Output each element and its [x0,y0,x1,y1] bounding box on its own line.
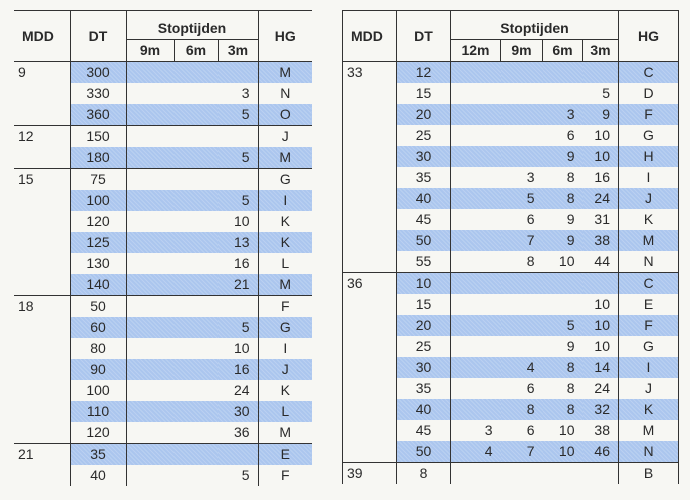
stop-s3-cell [583,273,619,295]
stop-s9-cell [126,422,174,444]
stop-s9-cell: 3 [526,169,535,185]
stop-s9-cell [126,104,174,126]
header-stoptijden-right: Stoptijden [451,11,619,40]
hg-cell: I [619,167,679,188]
dt-cell: 50 [70,296,126,318]
stop-s9-cell: 8 [501,399,543,420]
stop-s9-cell [126,401,174,422]
stop-s6-cell: 9 [543,230,583,251]
table-row [14,169,312,191]
hg-cell: M [258,62,312,84]
dt-cell: 40 [397,188,451,209]
stop-s12-cell [451,315,501,336]
stop-s9-cell [501,273,543,295]
table-row [14,296,312,318]
dt-cell: 75 [70,169,126,191]
table-row [343,62,679,84]
stop-s9-cell [501,62,543,84]
stop-s9-cell [126,465,174,486]
header-mdd-right: MDD [343,11,397,62]
stop-s9-cell [126,274,174,296]
dt-cell: 45 [397,209,451,230]
stop-s3-cell: 38 [594,422,610,438]
stop-s6-cell [543,463,583,485]
header-dt-right: DT [397,11,451,62]
dt-cell: 300 [70,62,126,84]
dt-cell: 40 [70,465,126,486]
hg-cell: G [258,169,312,191]
dt-cell: 25 [397,336,451,357]
dt-cell: 180 [70,147,126,169]
hg-cell: M [258,422,312,444]
header-3m: 3m [218,40,258,62]
stop-s12-cell [451,104,501,125]
stop-s3-cell: 10 [583,315,619,336]
dt-cell: 45 [397,420,451,441]
stop-s6-cell: 6 [566,127,575,143]
stop-s9-cell: 6 [526,380,535,396]
stop-s9-cell [126,444,174,466]
stop-s6-cell [174,126,218,148]
table-row [14,444,312,466]
stop-s9-cell: 7 [501,441,543,463]
stop-s12-cell [451,336,501,357]
header-12m: 12m [451,40,501,62]
header-6m: 6m [174,40,218,62]
mdd-cell: 39 [343,463,397,485]
stop-s3-cell: 24 [583,188,619,209]
mdd-cell: 21 [14,444,70,487]
stop-s12-cell: 3 [451,420,501,441]
stop-s9-cell: 6 [526,211,535,227]
stop-s3-cell: 16 [594,169,610,185]
stop-s6-cell [174,444,218,466]
table-row [14,62,312,84]
dt-cell: 110 [70,401,126,422]
right-table-body [343,62,679,485]
stop-s6-cell: 8 [543,357,583,378]
stop-s9-cell [126,62,174,84]
stop-s9-cell [126,190,174,211]
stop-s6-cell [543,83,583,104]
left-dive-table [14,10,312,486]
mdd-cell: 33 [343,62,397,273]
stop-s6-cell [174,359,218,380]
hg-cell: K [258,380,312,401]
mdd-cell: 12 [14,126,70,169]
header-stoptijden: Stoptijden [126,11,258,40]
stop-s9-cell [126,317,174,338]
stop-s9-cell [501,315,543,336]
dt-cell: 15 [397,294,451,315]
hg-cell: H [619,146,679,167]
hg-cell: J [258,126,312,148]
stop-s6-cell [174,317,218,338]
dt-cell: 30 [397,146,451,167]
stop-s12-cell [451,209,501,230]
stop-s3-cell: 5 [602,85,610,101]
stop-s6-cell [174,401,218,422]
stop-s3-cell: 46 [583,441,619,463]
stop-s3-cell: 32 [583,399,619,420]
dt-cell: 140 [70,274,126,296]
stop-s3-cell: 5 [241,467,250,483]
stop-s3-cell: 31 [594,211,610,227]
stop-s3-cell: 5 [218,317,258,338]
stop-s6-cell: 8 [566,380,575,396]
dt-cell: 8 [397,463,451,485]
hg-cell: L [258,253,312,274]
stop-s9-cell [501,104,543,125]
stop-s6-cell [174,83,218,104]
hg-cell: M [619,230,679,251]
stop-s6-cell [174,211,218,232]
mdd-cell: 15 [14,169,70,296]
stop-s3-cell [218,169,258,191]
stop-s9-cell [501,146,543,167]
stop-s9-cell [126,147,174,169]
hg-cell: G [258,317,312,338]
stop-s6-cell: 9 [566,211,575,227]
hg-cell: C [619,62,679,84]
stop-s3-cell: 16 [233,255,250,271]
header-9m-right: 9m [501,40,543,62]
stop-s3-cell: 10 [594,338,610,354]
stop-s12-cell [451,83,501,104]
stop-s9-cell [126,296,174,318]
stop-s3-cell [218,126,258,148]
dt-cell: 50 [397,441,451,463]
hg-cell: G [619,125,679,146]
table-row [343,273,679,295]
stop-s6-cell [174,380,218,401]
hg-cell: F [258,296,312,318]
dt-cell: 90 [70,359,126,380]
stop-s12-cell [451,62,501,84]
dt-cell: 120 [70,211,126,232]
stop-s6-cell [174,253,218,274]
stop-s9-cell [126,338,174,359]
stop-s3-cell [583,62,619,84]
stop-s12-cell [451,294,501,315]
stop-s6-cell: 10 [543,441,583,463]
stop-s9-cell [501,463,543,485]
dt-cell: 20 [397,315,451,336]
stop-s12-cell: 4 [451,441,501,463]
stop-s6-cell [543,273,583,295]
stop-s3-cell: 38 [583,230,619,251]
stop-s12-cell [451,463,501,485]
stop-s6-cell: 9 [543,146,583,167]
hg-cell: N [258,83,312,104]
stop-s3-cell [218,62,258,84]
hg-cell: F [619,315,679,336]
header-dt: DT [70,11,126,62]
dt-cell: 25 [397,125,451,146]
hg-cell: M [619,420,679,441]
stop-s9-cell: 5 [501,188,543,209]
dt-cell: 20 [397,104,451,125]
stop-s6-cell: 8 [566,169,575,185]
stop-s3-cell: 21 [218,274,258,296]
stop-s9-cell: 7 [501,230,543,251]
stop-s6-cell: 8 [543,399,583,420]
dt-cell: 35 [397,378,451,399]
stop-s12-cell [451,273,501,295]
hg-cell: M [258,274,312,296]
stop-s6-cell: 10 [558,422,575,438]
stop-s12-cell [451,230,501,251]
hg-cell: I [619,357,679,378]
stop-s3-cell: 13 [218,232,258,253]
dt-cell: 150 [70,126,126,148]
stop-s6-cell: 5 [543,315,583,336]
hg-cell: F [258,465,312,486]
stop-s6-cell [174,169,218,191]
hg-cell: K [619,399,679,420]
stop-s12-cell [451,188,501,209]
left-table [14,10,312,486]
stop-s3-cell: 5 [218,190,258,211]
header-3m-right: 3m [583,40,619,62]
stop-s6-cell [174,465,218,486]
hg-cell: E [258,444,312,466]
dt-cell: 330 [70,83,126,104]
stop-s9-cell [501,336,543,357]
left-table-body [14,62,312,487]
dt-cell: 80 [70,338,126,359]
stop-s12-cell [451,357,501,378]
stop-s6-cell [543,62,583,84]
mdd-cell: 36 [343,273,397,463]
hg-cell: K [619,209,679,230]
hg-cell: K [258,211,312,232]
stop-s9-cell [126,359,174,380]
dt-cell: 30 [397,357,451,378]
stop-s9-cell [501,83,543,104]
stop-s6-cell [174,232,218,253]
table-row [14,126,312,148]
stop-s6-cell [174,296,218,318]
stop-s6-cell: 10 [558,253,575,269]
stop-s3-cell: 14 [583,357,619,378]
stop-s9-cell [501,125,543,146]
stop-s12-cell [451,378,501,399]
stop-s9-cell: 8 [526,253,535,269]
stop-s3-cell: 10 [233,340,250,356]
hg-cell: O [258,104,312,126]
dt-cell: 10 [397,273,451,295]
stop-s3-cell: 16 [218,359,258,380]
mdd-cell: 9 [14,62,70,126]
stop-s3-cell: 24 [233,382,250,398]
stop-s6-cell [174,422,218,444]
stop-s3-cell: 36 [233,424,250,440]
header-hg: HG [258,11,312,62]
hg-cell: B [619,463,679,485]
stop-s3-cell: 10 [583,146,619,167]
stop-s12-cell [451,146,501,167]
stop-s3-cell [218,444,258,466]
hg-cell: I [258,190,312,211]
hg-cell: E [619,294,679,315]
dt-cell: 360 [70,104,126,126]
stop-s9-cell: 6 [526,422,535,438]
stop-s6-cell: 3 [543,104,583,125]
stop-s6-cell [174,147,218,169]
stop-s12-cell [451,167,501,188]
stop-s3-cell: 10 [594,127,610,143]
stop-s9-cell [126,232,174,253]
dt-cell: 100 [70,380,126,401]
stop-s3-cell: 24 [594,380,610,396]
dt-cell: 125 [70,232,126,253]
dt-cell: 120 [70,422,126,444]
dt-cell: 60 [70,317,126,338]
hg-cell: I [258,338,312,359]
stop-s9-cell [126,380,174,401]
dt-cell: 50 [397,230,451,251]
dt-cell: 55 [397,251,451,273]
stop-s9-cell [501,294,543,315]
header-mdd: MDD [14,11,70,62]
hg-cell: J [619,378,679,399]
hg-cell: K [258,232,312,253]
stop-s6-cell [174,274,218,296]
stop-s6-cell [174,190,218,211]
dt-cell: 35 [70,444,126,466]
dt-cell: 15 [397,83,451,104]
stop-s3-cell: 10 [594,296,610,312]
dt-cell: 35 [397,167,451,188]
stop-s3-cell: 5 [218,147,258,169]
dt-cell: 100 [70,190,126,211]
hg-cell: F [619,104,679,125]
stop-s3-cell: 10 [233,213,250,229]
stop-s9-cell [126,211,174,232]
stop-s6-cell [174,62,218,84]
stop-s6-cell [543,294,583,315]
stop-s3-cell: 30 [218,401,258,422]
right-table [342,10,679,484]
stop-s3-cell: 44 [594,253,610,269]
hg-cell: L [258,401,312,422]
stop-s6-cell: 9 [566,338,575,354]
dt-cell: 130 [70,253,126,274]
table-row [343,463,679,485]
stop-s12-cell [451,251,501,273]
hg-cell: J [258,359,312,380]
stop-s12-cell [451,399,501,420]
hg-cell: M [258,147,312,169]
stop-s3-cell [583,463,619,485]
stop-s3-cell [218,296,258,318]
stop-s12-cell [451,125,501,146]
stop-s9-cell [126,253,174,274]
mdd-cell: 18 [14,296,70,444]
stop-s3-cell: 9 [583,104,619,125]
dt-cell: 40 [397,399,451,420]
hg-cell: N [619,251,679,273]
dt-cell: 12 [397,62,451,84]
hg-cell: J [619,188,679,209]
stop-s3-cell: 5 [218,104,258,126]
stop-s6-cell [174,104,218,126]
stop-s3-cell: 3 [241,85,250,101]
hg-cell: C [619,273,679,295]
hg-cell: N [619,441,679,463]
stop-s9-cell [126,126,174,148]
hg-cell: D [619,83,679,104]
stop-s6-cell: 8 [543,188,583,209]
stop-s6-cell [174,338,218,359]
header-hg-right: HG [619,11,679,62]
stop-s9-cell: 4 [501,357,543,378]
stop-s9-cell [126,169,174,191]
header-9m: 9m [126,40,174,62]
right-dive-table [342,10,678,484]
header-6m-right: 6m [543,40,583,62]
stop-s9-cell [126,83,174,104]
hg-cell: G [619,336,679,357]
